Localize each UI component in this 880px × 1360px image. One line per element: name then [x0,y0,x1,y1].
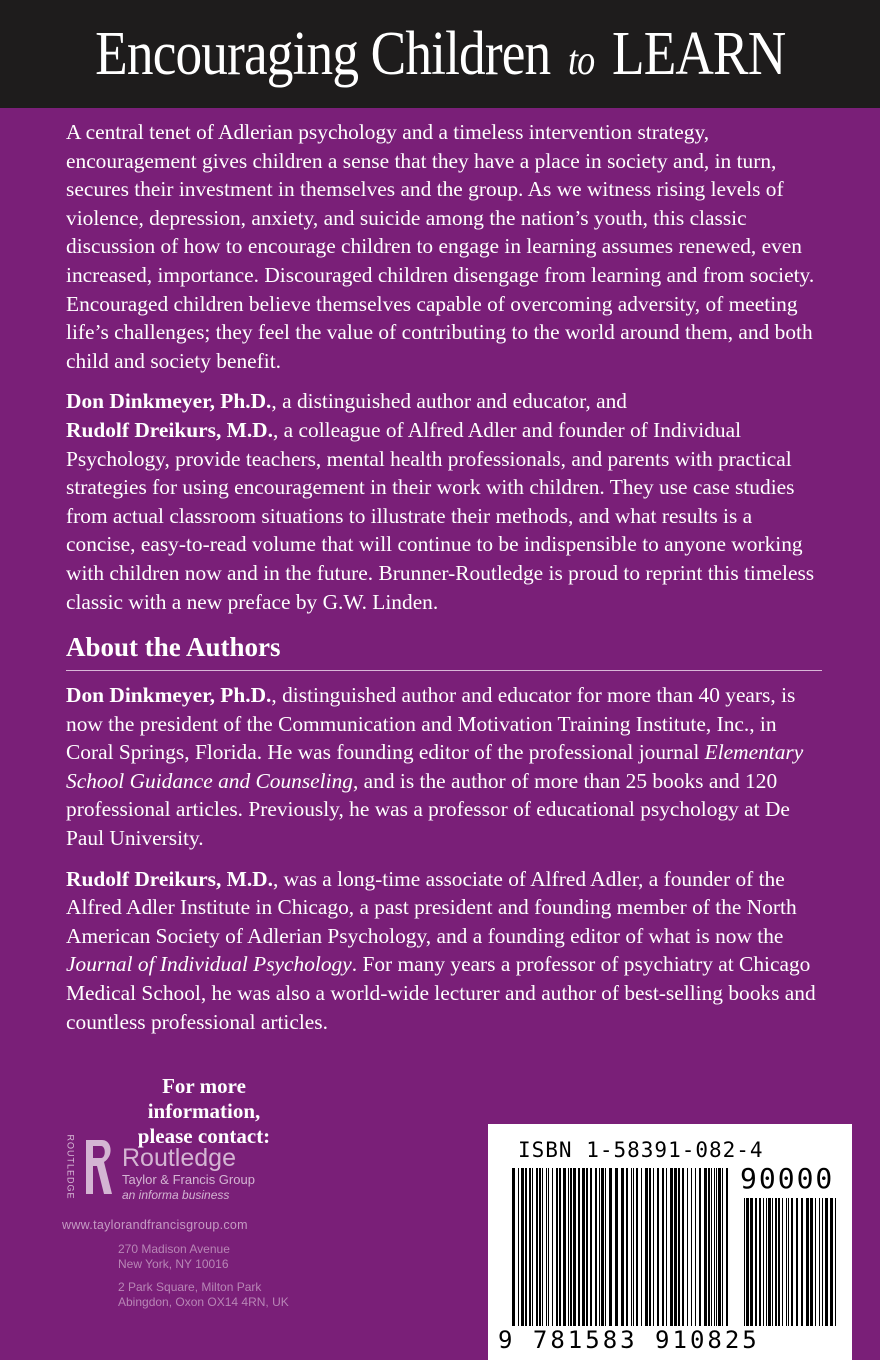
barcode-bar [539,1168,541,1326]
barcode-bar [556,1168,558,1326]
title-part-1: Encouraging Children [94,19,551,88]
publisher-url[interactable]: www.taylorandfrancisgroup.com [62,1218,248,1232]
barcode-bar [601,1168,604,1326]
barcode-bar [825,1198,828,1326]
barcode-bar [830,1198,833,1326]
barcode-bar [766,1198,767,1326]
publisher-name: Routledge [122,1144,236,1172]
bio2-text-b: . For many years a professor of psychiatry at Chicago Medical School, he was also a world-wide lecturer and author of best-selling books and countless professional articles. [66,952,816,1034]
barcode-bar [782,1198,783,1326]
barcode-bar [645,1168,648,1326]
barcode-bar [536,1168,538,1326]
routledge-logo-icon [82,1136,116,1200]
barcode-bar [521,1168,524,1326]
ean-barcode-icon [512,1168,730,1326]
publisher-wordmark [122,1136,255,1202]
barcode-bar [582,1168,585,1326]
barcode-bar [653,1168,654,1326]
barcode-bar [763,1198,764,1326]
title-bar [0,0,880,108]
barcode-bar [678,1168,680,1326]
barcode-bar [670,1168,673,1326]
barcode-bar [796,1198,798,1326]
barcode-bar [573,1168,576,1326]
barcode-bar [699,1168,701,1326]
bio-paragraph-2 [66,865,826,1037]
barcode-bar [714,1168,715,1326]
barcode-bar [786,1198,787,1326]
barcode-bar [563,1168,566,1326]
contact-line-1: For more information, [147,1074,261,1123]
barcode-bar [529,1168,531,1326]
barcode-bar [525,1168,527,1326]
barcode-bar [542,1168,543,1326]
bio2-journal: Journal of Individual Psychology [66,952,352,977]
barcode-bar [641,1168,642,1326]
barcode-bar [621,1168,624,1326]
barcode-bar [822,1198,823,1326]
barcode-bar [570,1168,572,1326]
barcode-bar [590,1168,592,1326]
barcode-bar [657,1168,659,1326]
barcode-bar [615,1168,618,1326]
description-paragraph: A central tenet of Adlerian psychology and a timeless intervention strategy, encouragement gives children a sense that they have a place in society and, in turn, secures their investment in themselves and the group. As we witness rising levels of violence, depression, anxiety, and suicide among the nation’s youth, this classic discussion of how to encourage children to engage in learning assumes renewed, even increased, importance. Discouraged children disengage from learning and from society. Encouraged children believe themselves capable of overcoming adversity, of meeting life’s challenges; they feel the value of contributing to the world around them, and both child and society benefit. [66,120,815,373]
barcode-bar [518,1168,519,1326]
barcode-bar [548,1168,549,1326]
publisher-block [62,1136,362,1310]
ean-digits: 9 781583 910825 [498,1326,760,1354]
barcode-bar [682,1168,684,1326]
barcode-bar [595,1168,597,1326]
barcode-bar [788,1198,789,1326]
author2-intro-text: , a colleague of Alfred Adler and founder of Individual Psychology, provide teachers, mental health professionals, and parents with practical strategies for using encouragement in their work with children. They use case studies from actual classroom situations to illustrate their methods, and what results is a concise, easy-to-read volume that will continue to be indispensible to anyone working with children now and in the future. Brunner-Routledge is proud to reprint this timeless classic with a new preface by G.W. Linden. [66,417,815,614]
barcode-bar [778,1198,780,1326]
barcode-box [488,1124,852,1360]
barcode-bar [609,1168,612,1326]
barcode-bar [552,1168,553,1326]
addon-barcode-icon [744,1198,838,1326]
book-title [95,19,785,90]
barcode-bar [559,1168,561,1326]
barcode-bar [716,1168,717,1326]
barcode-bar [599,1168,600,1326]
barcode-bar [568,1168,569,1326]
barcode-bar [815,1198,816,1326]
barcode-bar [810,1198,813,1326]
barcode-bar [726,1168,728,1326]
publisher-group: Taylor & Francis Group [122,1172,255,1187]
authors-intro-paragraph [66,387,826,616]
bio2-name: Rudolf Dreikurs, M.D. [66,866,273,891]
barcode-bar [718,1168,721,1326]
author1-name: Don Dinkmeyer, Ph.D. [66,389,272,414]
barcode-bar [791,1198,793,1326]
barcode-bar [512,1168,515,1326]
barcode-bar [759,1198,761,1326]
barcode-bar [835,1198,836,1326]
barcode-bar [755,1198,757,1326]
barcode-bar [649,1168,651,1326]
barcode-bar [633,1168,634,1326]
barcode-bar [711,1168,712,1326]
barcode-bar [626,1168,628,1326]
barcode-bar [806,1198,809,1326]
barcode-bar [532,1168,533,1326]
barcode-bar [586,1168,588,1326]
publisher-tagline: an informa business [122,1188,230,1202]
publisher-address-uk: 2 Park Square, Milton Park Abingdon, Oxon OX14 4RN, UK [118,1280,289,1309]
barcode-bar [708,1168,710,1326]
barcode-bar [662,1168,664,1326]
barcode-bar [605,1168,606,1326]
barcode-bar [578,1168,580,1326]
barcode-bar [750,1198,753,1326]
barcode-bar [775,1198,777,1326]
publisher-logo [62,1136,362,1206]
author1-intro-text: , a distinguished author and educator, and [271,389,627,414]
barcode-bar [636,1168,638,1326]
barcode-bar [772,1198,773,1326]
bio2-text-a: , was a long-time associate of Alfred Adler, a founder of the Alfred Adler Institute in Chicago, a past president and founding member of the North American Society of Adlerian Psychology, and a founding editor of what is now the [66,866,797,948]
barcode-bar [631,1168,632,1326]
about-heading: About the Authors [66,632,281,663]
back-cover-text [66,118,826,1048]
publisher-side-label: ROUTLEDGE [65,1134,76,1200]
barcode-bar [722,1168,723,1326]
barcode-bar [687,1168,688,1326]
bio1-name: Don Dinkmeyer, Ph.D. [66,683,272,708]
price-code: 90000 [740,1162,835,1195]
barcode-bar [674,1168,677,1326]
barcode-bar [546,1168,547,1326]
barcode-bar [704,1168,707,1326]
barcode-bar [695,1168,696,1326]
barcode-bar [768,1198,771,1326]
bio1-text-a: , distinguished author and educator for more than 40 years, is now the president of the Communication and Motivation Training Institute, Inc., in Coral Springs, Florida. He was founding editor of the professional journal [66,683,796,765]
barcode-bar [746,1198,749,1326]
bio-paragraph-1 [66,681,826,853]
author2-name: Rudolf Dreikurs, M.D. [66,417,273,442]
publisher-address-us: 270 Madison Avenue New York, NY 10016 [118,1242,230,1271]
bio1-text-b: , and is the author of more than 25 books and 120 professional articles. Previously, he was a professor of educational psychology at De Paul University. [66,768,790,851]
barcode-bar [801,1198,803,1326]
title-connector: to [567,37,595,84]
bio1-journal: Elementary School Guidance and Counseling [66,740,804,793]
barcode-bar [691,1168,692,1326]
isbn-text: ISBN 1-58391-082-4 [518,1138,764,1162]
barcode-bar [744,1198,745,1326]
contact-line-2: please contact: [137,1124,271,1148]
heading-divider [66,670,822,671]
title-part-2: LEARN [611,19,786,88]
barcode-bar [666,1168,667,1326]
barcode-bar [819,1198,820,1326]
